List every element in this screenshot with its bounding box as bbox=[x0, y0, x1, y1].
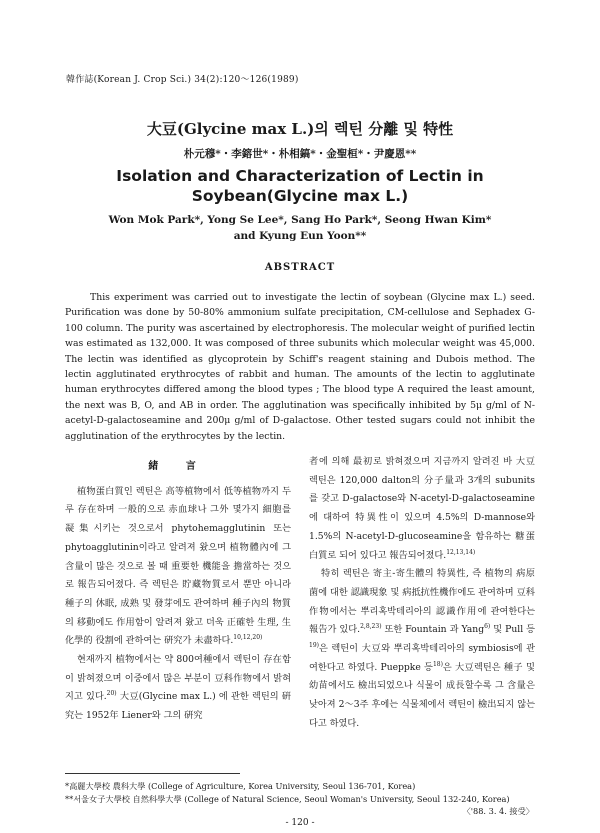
intro-paragraph-3 bbox=[309, 453, 535, 565]
section-heading-introduction: 緒 言 bbox=[148, 461, 208, 472]
intro-paragraph-2-tail: 大豆(Glycine max L.) 에 관한 렉틴의 硏究는 1952年 Liener와 그의 硏究 bbox=[65, 691, 291, 722]
intro-paragraph-2 bbox=[65, 651, 291, 726]
citation-ref: 20) bbox=[106, 690, 117, 698]
english-title-line1: Isolation and Characterization of Lectin in bbox=[116, 167, 484, 185]
received-date: 〈'88. 3. 4. 接受〉 bbox=[462, 806, 534, 816]
english-title-line2: Soybean(Glycine max L.) bbox=[191, 187, 409, 205]
intro-paragraph-3-text: 者에 의해 最初로 밝혀졌으며 지금까지 알려진 바 大豆렉틴은 120,000 dalton의 分子量과 3개의 subunits를 갖고 D-galactose와 N-acetyl-D-galactoseamine에 대하여 特異性이 있으며 4.5%의 D-mannose와 1.5%의 N-acetyl-D-glucoseamine을 함유하는 糖蛋白質로 되어 있다고 報告되어졌다. bbox=[309, 456, 535, 561]
english-authors-line2: and Kyung Eun Yoon** bbox=[233, 230, 367, 242]
citation-ref: 2,8,23) bbox=[360, 623, 382, 631]
english-authors-line1: Won Mok Park*, Yong Se Lee*, Sang Ho Park*, Seong Hwan Kim* bbox=[108, 214, 492, 226]
footnote-divider bbox=[65, 773, 240, 774]
citation-ref: 6) bbox=[484, 623, 491, 631]
intro-paragraph-4-tail4: 은 大豆렉틴은 種子 및 幼苗에서도 檢出되었으나 식물이 成長할수록 그 含量은 낮아져 2～3주 후에는 식물체에서 렉틴이 檢出되지 않는다고 하였다. bbox=[309, 661, 535, 729]
korean-authors: 朴元穆*・李鎔世*・朴相鎬*・金聖桓*・尹慶恩** bbox=[183, 148, 417, 160]
page-number: - 120 - bbox=[285, 818, 315, 828]
right-column bbox=[309, 453, 535, 734]
abstract-text: This experiment was carried out to investigate the lectin of soybean (Glycine max L.) seed. Purification was done by 50-80% ammonium sulfate precipitation, CM-cellulose and Sephadex G-100 column. The purity was ascertained by electrophoresis. The molecular weight of purified lectin was estimated as 132,000. It was composed of three subunits which molecular weight was 45,000. The lectin was identified as glycoprotein by Schiff's reagent staining and Dubois method. The lectin agglutinated erythrocytes of rabbit and human. The amounts of the lectin to agglutinate human erythrocytes differed among the blood types ; The blood type A required the least amount, the next was B, O, and AB in order. The agglutination was specifically inhibited by 5μ g/ml of N-acetyl-D-galactoseamine and 200μ g/ml of D-galactose. Other tested sugars could not inhibit the agglutination of the erythrocytes by the lectin. bbox=[65, 292, 535, 442]
intro-paragraph-1 bbox=[65, 483, 291, 651]
abstract-heading: ABSTRACT bbox=[264, 262, 336, 273]
english-title bbox=[0, 166, 600, 206]
left-column bbox=[65, 458, 291, 726]
intro-paragraph-4-tail: 또한 Fountain 과 Yang bbox=[381, 624, 485, 636]
footnote-affiliation-2: **서울女子大學校 自然科學大學 (College of Natural Science, Seoul Woman's University, Seoul 132-240, Korea) bbox=[65, 794, 510, 804]
intro-paragraph-4-tail2: 및 Pull 등 bbox=[490, 624, 536, 636]
korean-title: 大豆(Glycine max L.)의 렉틴 分離 및 特性 bbox=[146, 120, 454, 138]
citation-ref: 12,13,14) bbox=[446, 548, 476, 556]
intro-paragraph-1-text: 植物蛋白質인 렉틴은 高等植物에서 低等植物까지 두루 存在하며 一般的으로 赤血球나 그外 몇가지 細胞를 凝集시키는 것으로서 phytohemagglutinin 또는 phytoagglutinin이라고 알려져 왔으며 植物體內에 그 含量이 많은 것으로 볼 때 重要한 機能을 擔當하는 것으로 報告되어졌다. 즉 렉틴은 貯藏物質로서 뿐만 아니라 種子의 休眠, 成熟 및 發芽에도 관여하며 種子內의 物質의 移動에도 作用함이 알려져 왔고 더욱 正確한 生理, 生化學的 役割에 관하여는 硏究가 未盡하다. bbox=[65, 485, 291, 647]
english-authors bbox=[0, 212, 600, 244]
citation-ref: 10,12,20) bbox=[233, 634, 263, 642]
intro-paragraph-2-text: 현재까지 植物에서는 약 800여種에서 렉틴이 存在함이 밝혀졌으며 이중에서 많은 부분이 豆科作物에서 밝혀지고 있다. bbox=[65, 654, 291, 703]
intro-paragraph-4-text: 特히 렉틴은 寄主-寄生體의 特異性, 즉 植物의 病原菌에 대한 認識現象 및 病抵抗性機作에도 관여하며 豆科作物에서는 뿌리혹박테리아의 認識作用에 관여한다는 報告가 있다. bbox=[309, 568, 535, 636]
abstract-body bbox=[65, 290, 535, 444]
citation-ref: 19) bbox=[309, 641, 319, 649]
intro-paragraph-4-tail3: 은 렉틴이 大豆와 뿌리혹박테리아의 symbiosis에 관여한다고 하였다. Pueppke 등 bbox=[309, 643, 535, 673]
footnote-affiliation-1: *高麗大學校 農科大學 (College of Agriculture, Korea University, Seoul 136-701, Korea) bbox=[65, 781, 416, 791]
citation-ref: 18) bbox=[432, 660, 443, 668]
journal-citation: 韓作誌(Korean J. Crop Sci.) 34(2):120～126(1989) bbox=[66, 75, 299, 85]
intro-paragraph-4 bbox=[309, 565, 535, 733]
